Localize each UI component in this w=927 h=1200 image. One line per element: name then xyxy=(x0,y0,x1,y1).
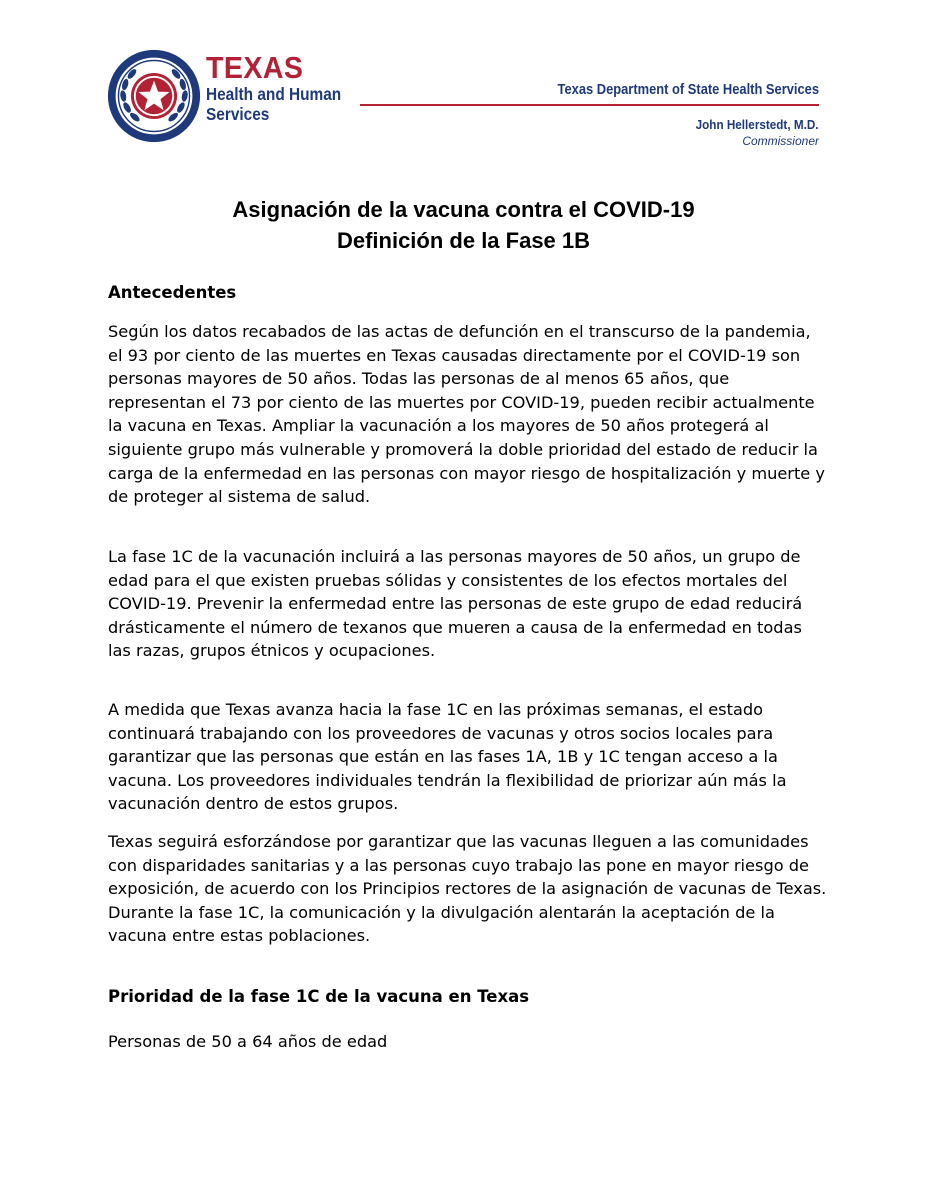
paragraph-3: A medida que Texas avanza hacia la fase 1C en las próximas semanas, el estado continuará trabajando con los proveedores de vacunas y otros socios locales para garantizar que las personas que están en las fases 1A, 1B y 1C tengan acceso a la vacuna. Los proveedores individuales tendrán la flexibilidad de priorizar aún más la vacunación dentro de estos grupos. xyxy=(108,700,787,814)
priority-group-text: Personas de 50 a 64 años de edad xyxy=(108,1032,388,1051)
logo-wordmark xyxy=(206,52,360,124)
paragraph-1: Según los datos recabados de las actas de defunción en el transcurso de la pandemia, el 93 por ciento de las muertes en Texas causadas directamente por el COVID-19 son personas mayores de 50 años. Todas las personas de al menos 65 años, que representan el 73 por ciento de las muertes por COVID-19, pueden recibir actualmente la vacuna en Texas. Ampliar la vacunación a los mayores de 50 años protegerá al siguiente grupo más vulnerable y promoverá la doble prioridad del estado de reducir la carga de la enfermedad en las personas con mayor riesgo de hospitalización y muerte y de proteger al sistema de salud. xyxy=(108,322,825,507)
section-heading-prioridad: Prioridad de la fase 1C de la vacuna en Texas xyxy=(108,987,530,1006)
commissioner-name: John Hellerstedt, M.D. xyxy=(696,117,819,132)
texas-hhs-seal-icon xyxy=(106,48,202,144)
document-title-line-1: Asignación de la vacuna contra el COVID-19 xyxy=(232,197,695,222)
paragraph-2: La fase 1C de la vacunación incluirá a las personas mayores de 50 años, un grupo de edad para el que existen pruebas sólidas y consistentes de los efectos mortales del COVID-19. Prevenir la enfermedad entre las personas de este grupo de edad reducirá drásticamente el número de texanos que mueren a causa de la enfermedad en todas las razas, grupos étnicos y ocupaciones. xyxy=(108,547,803,661)
logo-line-3: Services xyxy=(206,104,270,124)
logo-texas-text: TEXAS xyxy=(206,50,304,85)
paragraph-4: Texas seguirá esforzándose por garantizar que las vacunas lleguen a las comunidades con disparidades sanitarias y a las personas cuyo trabajo las pone en mayor riesgo de exposición, de acuerdo con los Principios rectores de la asignación de vacunas de Texas. Durante la fase 1C, la comunicación y la divulgación alentarán la aceptación de la vacuna entre estas poblaciones. xyxy=(108,832,827,946)
commissioner-title: Commissioner xyxy=(742,134,819,148)
header-divider xyxy=(360,104,819,106)
section-heading-antecedentes: Antecedentes xyxy=(108,283,237,302)
logo-line-2: Health and Human xyxy=(206,84,342,104)
document-title-line-2: Definición de la Fase 1B xyxy=(336,228,591,253)
department-name: Texas Department of State Health Services xyxy=(557,81,819,98)
